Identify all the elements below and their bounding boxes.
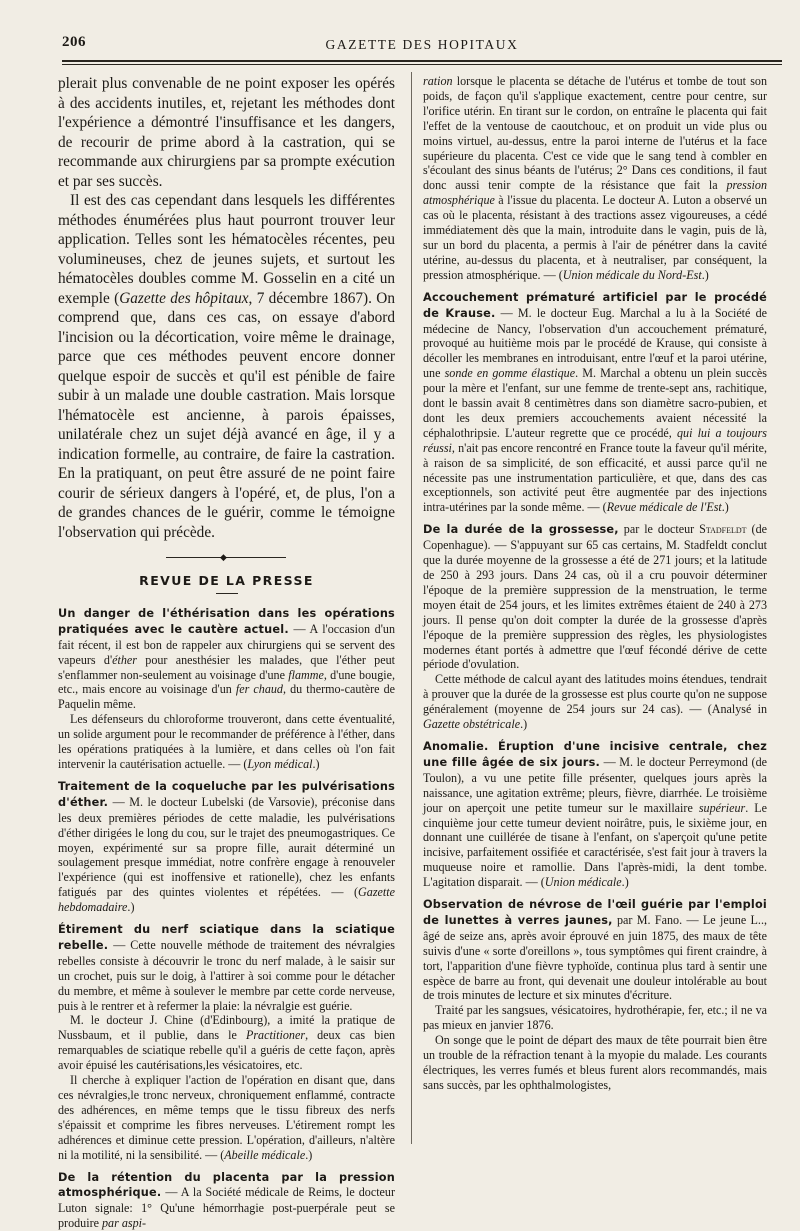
- article-headline: Anomalie. Éruption d'une incisive centrale, chez une fille âgée de six jours.: [423, 739, 767, 769]
- header-rule: [62, 60, 782, 65]
- article-headline: De la durée de la grossesse,: [423, 523, 619, 537]
- article-coqueluche: Traitement de la coqueluche par les pulvérisations d'éther. — M. le docteur Lubelski (de Varsovie), préconise dans les deux premières périodes de cette maladie, les pulvérisations d'éther dirigées le long du cou, sur le trajet des pneumogastriques. Ce moyen, expérimenté sur sa propre fille, aurait déterminé un soulagement presque immédiat, notre confrère engage à renouveler l'expérience (qui est inoffensive et rationelle), chez les enfants fatigués par des quintes violentes et répétées. — (Gazette hebdomadaire.): [58, 779, 395, 915]
- article-ether-danger-p2: Les défenseurs du chloroforme trouveront, dans cette éventualité, un solide argument pour le recommander de préférence à l'éther, dans les opérations pratiquées à la lumière, et dans celles où l'on fait intervenir la cautérisation actuelle. — (Lyon médical.): [58, 712, 395, 771]
- page-header: [62, 34, 782, 56]
- article-sciatique: Étirement du nerf sciatique dans la sciatique rebelle. — Cette nouvelle méthode de traitement des névralgies rebelles consiste à découvrir le tronc du nerf malade, à le saisir sur un crochet, puis sur le doig, à l'attirer à soi comme pour le détacher du membre, et même à soulever le membre par cette corde nerveuse, puis à le rentrer et à refermer la plaie: la névralgie est guérie.: [58, 923, 395, 1013]
- paragraph-hematocele: Il est des cas cependant dans lesquels les différentes méthodes énumérées plus haut pourront trouver leur application. Telles sont les hématocèles récentes, peu volumineuses, chez de jeunes sujets, et surtout les hématocèles doubles comme M. Gosselin en a cité un exemple (Gazette des hôpitaux, 7 décembre 1867). On comprend que, dans ces cas, on essaye d'abord l'incision ou la décortication, voire même le drainage, parce que ces méthodes peuvent encore donner quelque espoir de succès et qu'il est pénible de faire subir à un malade une double castration. Mais lorsque l'hématocèle est ancienne, à parois épaisses, unilatérale chez un sujet déjà avancé en âge, il y a indication formelle, au contraire, de faire la castration. En la pratiquant, on peut être assuré de ne point faire courir de sérieux dangers à l'opéré, et, de plus, l'on a de grandes chances de le guérir, comme le témoigne l'observation qui précède.: [58, 192, 395, 541]
- article-nevrose-oeil: Observation de névrose de l'œil guérie par l'emploi de lunettes à verres jaunes, par M. Fano. — Le jeune L.., âgé de seize ans, après avoir éprouvé en juin 1875, des maux de tête suivis d'une « sorte d'oreillons », tous symptômes qui firent craindre, à tort, l'apparition d'une fièvre typhoïde, continua plus tard à sentir une espèce de barre au front, qui devenait une douleur intolérable au bout de trois minutes de lecture et six minutes d'écriture.: [423, 898, 767, 1003]
- page-number: 206: [62, 34, 86, 50]
- article-placenta-continued: ration lorsque le placenta se détache de l'utérus et tombe de tout son poids, de façon qu'il s'applique exactement, centre pour centre, sur l'orifice utérin. En tirant sur le cordon, on entraîne le placenta qui fait l'effet de la ventouse de caoutchouc, et on produit un vide plus ou moins virtuel, au-dessus, entre la paroi interne de l'utérus et la face supérieure du placenta. C'est ce vide que le sang tend à combler en s'écoulant des sinus béants de l'utérus; 2° Dans ces conditions, il faut donc aussi tenir compte de la résistance que fait la pression atmosphérique à l'issue du placenta. Le docteur A. Luton a observé un cas où le placenta, résistant à des tractions assez vigoureuses, a cédé immédiatement dès que la main, introduite dans le vagin, puis de là, sur un bord du placenta, a permis à l'air de pénétrer dans la cavité utérine, au-dessus du placenta, et à neutraliser, par conséquent, la pression atmosphérique. — (Union médicale du Nord-Est.): [423, 74, 767, 282]
- article-grossesse-p2: Cette méthode de calcul ayant des latitudes moins étendues, tendrait à prouver que la durée de la grossesse est plus courte qu'on ne suppose généralement (moyenne de 254 jours sur 24 cas). — (Analysé in Gazette obstétricale.): [423, 672, 767, 732]
- article-headline: Accouchement prématuré artificiel par le procédé de Krause.: [423, 290, 767, 320]
- article-incisive: Anomalie. Éruption d'une incisive centrale, chez une fille âgée de six jours. — M. le docteur Perreymond (de Toulon), a vu une petite fille présenter, quelques jours après la naissance, une agitation extrême; pleurs, fièvre, diarrhée. Le troisième jour on aperçoit une petite tumeur sur le maxillaire supérieur. Le cinquième jour cette tumeur devient noirâtre, puis, le sixième jour, en donnant une cuillérée de tisane à l'enfant, on s'aperçoit qu'une petite incisive, parfaitement ossifiée et caractérisée, s'est fait jour à travers la muqueuse noire et ramollie. Dans l'après-midi, la dent tombe. L'agitation disparait. — (Union médicale.): [423, 739, 768, 890]
- section-title: REVUE DE LA PRESSE: [139, 573, 314, 588]
- column-divider: [411, 72, 412, 1144]
- article-grossesse: De la durée de la grossesse, par le docteur Stadfeldt (de Copenhague). — S'appuyant sur 65 cas certains, M. Stadfeldt conclut que la durée moyenne de la grossesse a été de 271 jours; et la latitude de 250 à 293 jours. Dans 24 cas, où il a cru pouvoir déterminer l'époque de la première suppression de la menstruation, le terme moyen était de 254 jours, et les limites extrêmes étaient de 240 à 273 jours. Il pense qu'on doit compter la durée de la grossesse d'après l'époque de la première suppression des règles, les physiologistes modernes étant portés à admettre que l'œuf fécondé dérive de cette période d'ovulation.: [423, 522, 768, 672]
- left-column: [58, 74, 395, 1231]
- article-ether-danger: Un danger de l'éthérisation dans les opérations pratiquées avec le cautère actuel. — A l'occasion d'un fait récent, il est bon de rappeler aux chirurgiens qui se servent des vapeurs d'éther pour anesthésier les malades, que l'éther peut s'enflammer non-seulement au voisinage d'une flamme, d'une bougie, etc., mais encore au voisinage d'un fer chaud, du thermo-cautère de Paquelin même.: [58, 606, 396, 712]
- article-headline: De la rétention du placenta par la pression atmosphérique.: [58, 1170, 395, 1200]
- article-headline: Étirement du nerf sciatique dans la sciatique rebelle.: [58, 923, 395, 952]
- section-divider-ornament: ◆: [58, 552, 395, 562]
- article-placenta: De la rétention du placenta par la pression atmosphérique. — A la Société médicale de Reims, le docteur Luton signale: 1° Qu'une hémorrhagie post-puerpérale peut se produire par aspi-: [58, 1170, 395, 1231]
- article-nevrose-oeil-p2: Traité par les sangsues, vésicatoires, hydrothérapie, fer, etc.; il ne va pas mieux en janvier 1876.: [423, 1003, 767, 1033]
- article-sciatique-p3: Il cherche à expliquer l'action de l'opération en disant que, dans ces névralgies,le tronc nerveux, chroniquement enflammé, contracte des adhérences, en même temps que le tissu fibreux des nerfs s'épaissit et comprime les fibres nerveuses. L'étirement rompt les adhérences et diminue cette pression. L'opération, d'ailleurs, n'altère ni la motilité, ni la sensibilité. — (Abeille médicale.): [58, 1073, 395, 1162]
- article-headline: Traitement de la coqueluche par les pulvérisations d'éther.: [58, 779, 395, 809]
- article-headline: Un danger de l'éthérisation dans les opérations pratiquées avec le cautère actuel.: [58, 606, 395, 636]
- article-nevrose-oeil-p3: On songe que le point de départ des maux de tête pourrait bien être un trouble de la réfraction tenant à la myopie du malade. Les courants électriques, les verres fumés et bleus furent alors recommandés, mais sans succès, par les ophthalmologistes,: [423, 1033, 767, 1092]
- right-column: [423, 74, 767, 1093]
- article-sciatique-p2: M. le docteur J. Chine (d'Edinbourg), a imité la pratique de Nussbaum, et il publie, dans le Practitioner, deux cas bien remarquables de sciatique rebelle qu'il a guéris de cette façon, après avoir épuisé les cautérisations,les vésicatoires, etc.: [58, 1013, 395, 1073]
- article-headline: Observation de névrose de l'œil guérie par l'emploi de lunettes à verres jaunes,: [423, 898, 767, 927]
- paragraph-castration: plerait plus convenable de ne point exposer les opérés à des accidents inutiles, et, rejetant les méthodes dont l'expérience a démontré l'insuffisance et les dangers, de recourir de prime abord à la castration, qui se recommande aux chirurgiens par sa prompte exécution et par ses succès.: [58, 75, 395, 190]
- article-krause: Accouchement prématuré artificiel par le procédé de Krause. — M. le docteur Eug. Marchal a lu à la Société de médecine de Nancy, l'observation d'un accouchement prématuré, provoqué au huitième mois par le procédé de Krause, qui consiste à décoller les membranes en introduisant, entre l'œuf et la paroi utérine, une sonde en gomme élastique. M. Marchal a obtenu un plein succès pour la mère et l'enfant, sur une femme de trente-sept ans, rachitique, dont le bassin avait 8 centimètres dans son diamètre sacro-pubien, et dont les deux premiers accouchements avaient nécessité la céphalothripsie. L'auteur regrette que ce procédé, qui lui a toujours réussi, n'ait pas encore rencontré en France toute la faveur qu'il mérite, à raison de sa simplicité, de son efficacité, et aussi parce qu'il ne nécessite pas une instrumentation particulière, et que, dans des cas exceptionnels, son activité peut être augmentée par des injections intra-utérines par la sonde même. — (Revue médicale de l'Est.): [423, 290, 767, 515]
- running-title: GAZETTE DES HOPITAUX: [325, 37, 519, 52]
- section-title-rule: [216, 593, 238, 594]
